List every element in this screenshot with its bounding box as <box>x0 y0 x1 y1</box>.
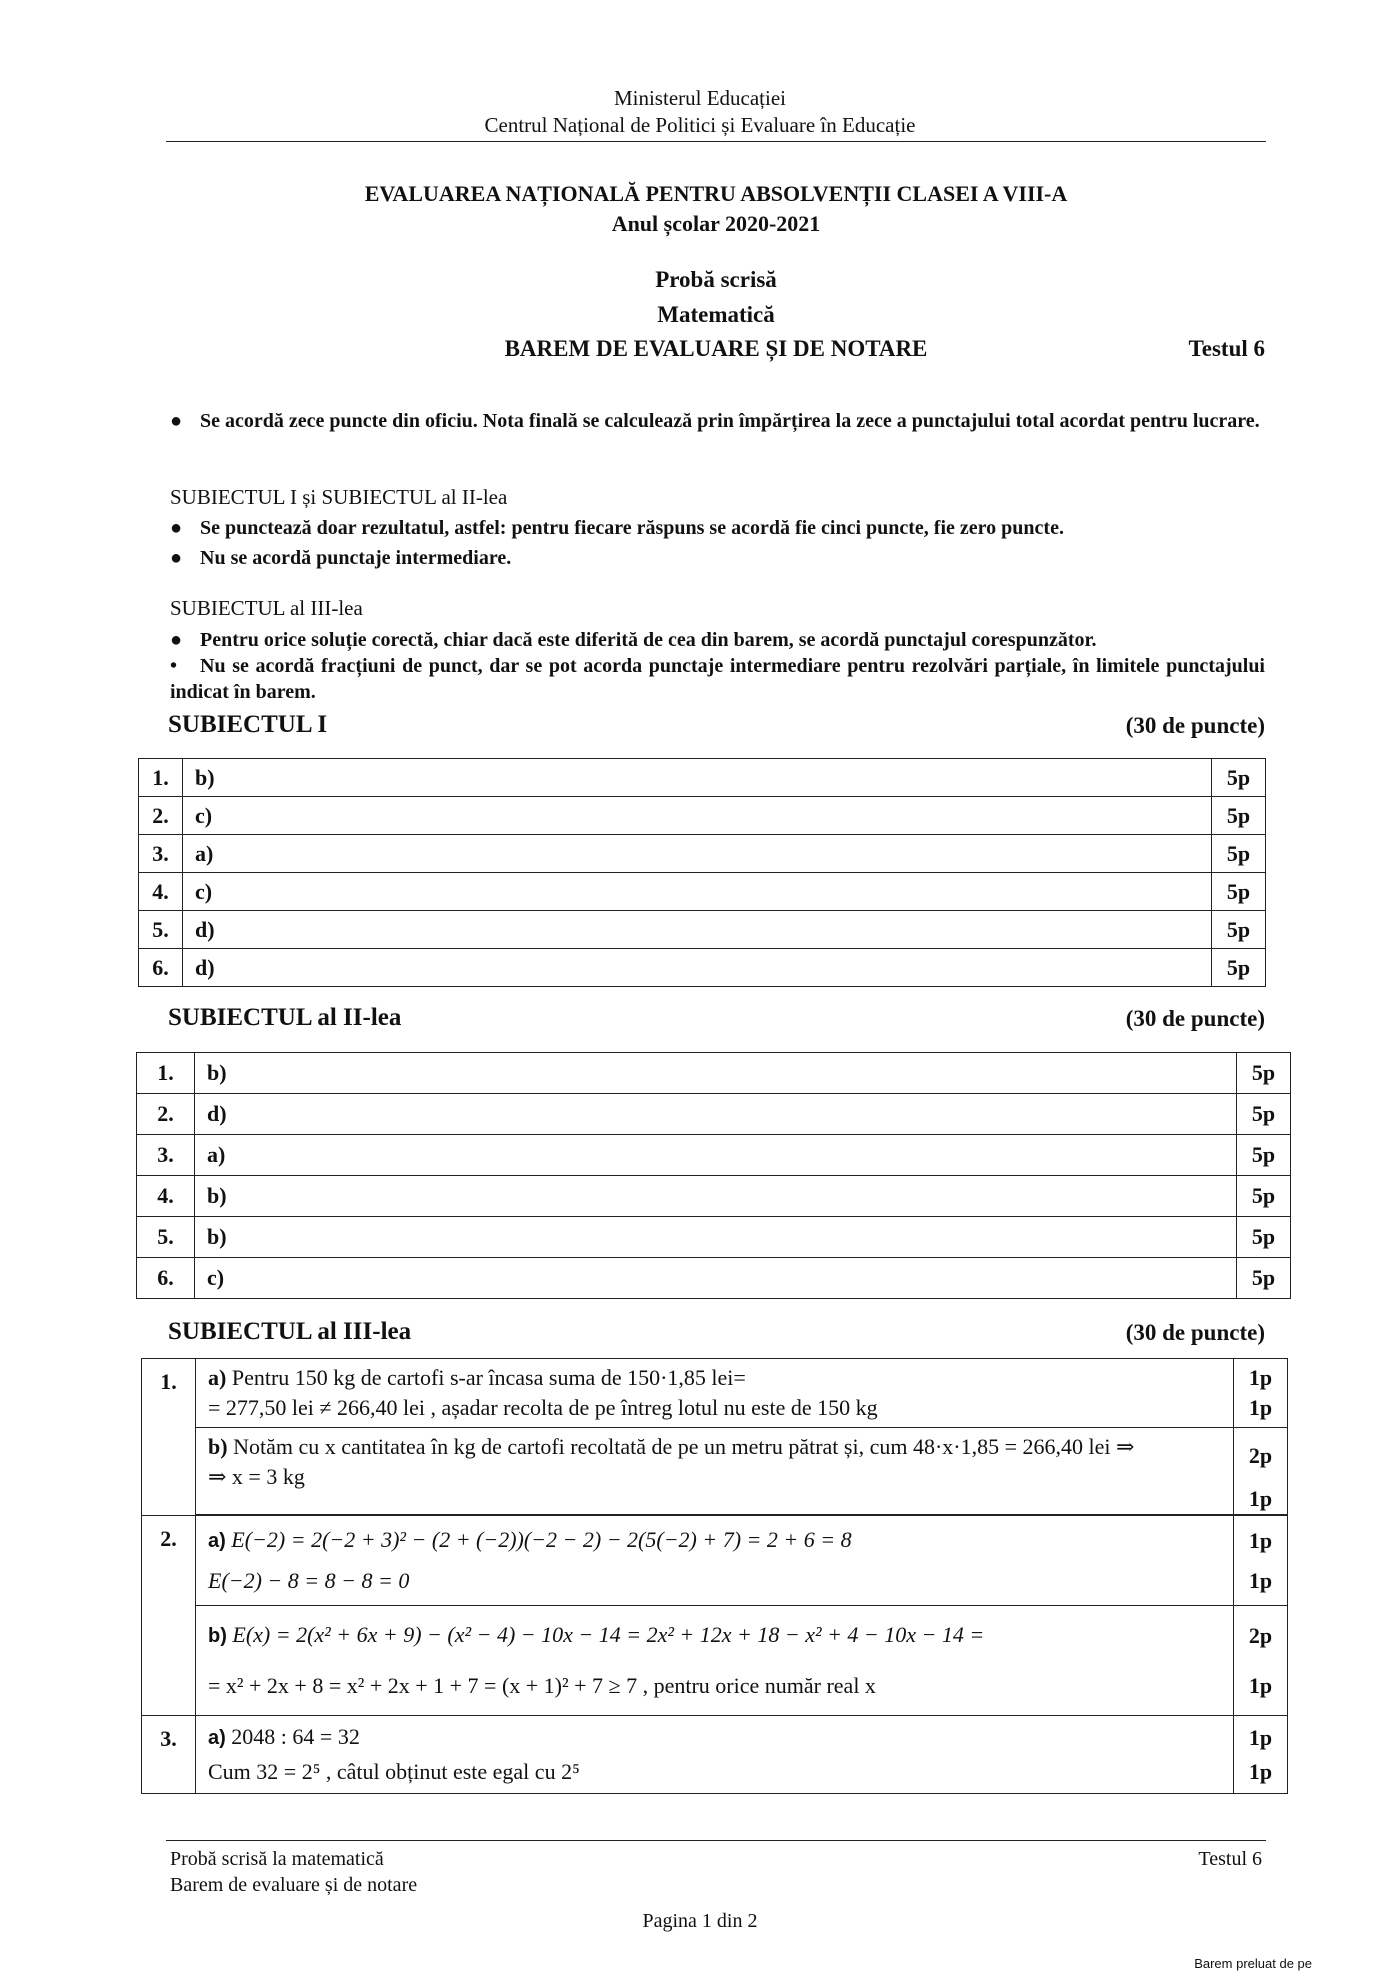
score: 2p <box>1248 1443 1273 1468</box>
item-score: 5p <box>1212 949 1266 987</box>
item-answer: a) <box>183 835 1212 873</box>
bullet-icon: ● <box>170 517 183 539</box>
score: 2p <box>1248 1622 1273 1648</box>
solution-line: ⇒ x = 3 kg <box>208 1464 305 1489</box>
item-score: 5p <box>1237 1258 1291 1299</box>
rule-s12-2 <box>170 545 1265 571</box>
footer-left2: Barem de evaluare și de notare <box>170 1874 418 1896</box>
solution-line <box>208 1720 1223 1755</box>
source-note: Barem preluat de pe <box>1194 1956 1312 1971</box>
solution-line: Cum 32 = 2⁵ , câtul obținut este egal cu 2⁵ <box>208 1759 580 1784</box>
score: 1p <box>1248 1758 1273 1784</box>
part-label: b) <box>208 1434 228 1459</box>
table-row <box>137 1135 1291 1176</box>
item-answer: c) <box>183 873 1212 911</box>
problem-number: 1. <box>142 1359 196 1516</box>
solution-cell <box>196 1359 1234 1428</box>
rule-s12-1-text: Se punctează doar rezultatul, astfel: pentru fiecare răspuns se acordă fie cinci puncte, fie zero puncte. <box>200 517 1064 539</box>
item-score: 5p <box>1237 1135 1291 1176</box>
item-answer: d) <box>183 911 1212 949</box>
rule-s3-1-text: Pentru orice soluție corectă, chiar dacă este diferită de cea din barem, se acordă punctajul corespunzător. <box>200 629 1097 651</box>
problem-number: 3. <box>142 1716 196 1794</box>
solution-line: = 277,50 lei ≠ 266,40 lei , așadar recolta de pe întreg lotul nu este de 150 kg <box>208 1395 878 1420</box>
item-score: 5p <box>1212 873 1266 911</box>
score-cell <box>1234 1516 1288 1606</box>
score: 1p <box>1248 1395 1273 1420</box>
solution-cell <box>196 1516 1234 1606</box>
solution-cell <box>196 1606 1234 1716</box>
table-row <box>137 1094 1291 1135</box>
solution-text: Pentru 150 kg de cartofi s-ar încasa suma de 150·1,85 lei= <box>231 1365 746 1390</box>
item-number: 4. <box>139 873 183 911</box>
table-row <box>142 1606 1288 1716</box>
item-answer: b) <box>183 759 1212 797</box>
score: 1p <box>1248 1527 1273 1553</box>
subiect3-title: SUBIECTUL al III-lea <box>168 1318 412 1345</box>
part-label: b) <box>208 1625 227 1647</box>
score: 1p <box>1248 1567 1273 1593</box>
item-score: 5p <box>1237 1217 1291 1258</box>
table-row <box>142 1716 1288 1794</box>
score: 1p <box>1248 1724 1273 1750</box>
subiect2-points: (30 de puncte) <box>1125 1006 1265 1031</box>
bullet-icon: ● <box>170 410 183 432</box>
part-label: a) <box>208 1530 226 1552</box>
item-answer: a) <box>195 1135 1237 1176</box>
item-number: 4. <box>137 1176 195 1217</box>
table-row <box>139 949 1266 987</box>
item-score: 5p <box>1212 797 1266 835</box>
item-score: 5p <box>1212 835 1266 873</box>
item-answer: c) <box>195 1258 1237 1299</box>
item-number: 2. <box>137 1094 195 1135</box>
item-score: 5p <box>1237 1094 1291 1135</box>
table-row <box>142 1428 1288 1515</box>
item-number: 1. <box>139 759 183 797</box>
score: 1p <box>1248 1365 1273 1390</box>
test-number: Testul 6 <box>1188 336 1265 361</box>
bullet-icon: ● <box>170 629 183 651</box>
table-row <box>139 759 1266 797</box>
rule-s12-2-text: Nu se acordă punctaje intermediare. <box>200 547 512 569</box>
solution-cell <box>196 1716 1234 1794</box>
solution-text: E(x) = 2(x² + 6x + 9) − (x² − 4) − 10x − 14 = 2x² + 12x + 18 − x² + 4 − 10x − 14 = <box>232 1622 985 1647</box>
item-score: 5p <box>1237 1176 1291 1217</box>
footer-left1: Probă scrisă la matematică <box>170 1848 384 1870</box>
item-number: 3. <box>137 1135 195 1176</box>
solution-line <box>208 1610 1223 1661</box>
solution-line: E(−2) − 8 = 8 − 8 = 0 <box>208 1568 410 1593</box>
table-row <box>137 1053 1291 1094</box>
item-number: 6. <box>139 949 183 987</box>
table-row <box>142 1359 1288 1428</box>
item-number: 5. <box>137 1217 195 1258</box>
solution-line <box>208 1520 1223 1561</box>
item-number: 6. <box>137 1258 195 1299</box>
item-answer: b) <box>195 1053 1237 1094</box>
header-divider <box>166 141 1266 142</box>
bullet-icon: ● <box>170 547 183 569</box>
rule-general <box>170 408 1265 434</box>
school-year: Anul școlar 2020-2021 <box>611 211 821 236</box>
table-row <box>139 911 1266 949</box>
barem-title: BAREM DE EVALUARE ȘI DE NOTARE <box>504 336 928 361</box>
table-row <box>142 1516 1288 1606</box>
item-number: 1. <box>137 1053 195 1094</box>
subiect2-title: SUBIECTUL al II-lea <box>168 1004 402 1031</box>
rule-general-text: Se acordă zece puncte din oficiu. Nota finală se calculează prin împărțirea la zece a punctajului total acordat pentru lucrare. <box>200 410 1260 432</box>
score-cell <box>1234 1428 1288 1515</box>
footer-test: Testul 6 <box>1198 1848 1262 1870</box>
rule-s3-2-text: Nu se acordă fracțiuni de punct, dar se pot acorda punctaje intermediare pentru rezolvări parțiale, în limitele punctajului indicat în barem. <box>170 655 1265 703</box>
subiect1-title: SUBIECTUL I <box>168 711 328 738</box>
bullet-icon: • <box>170 655 178 677</box>
table-row <box>137 1258 1291 1299</box>
rule-s3-2 <box>170 653 1265 705</box>
item-number: 3. <box>139 835 183 873</box>
solution-text: Notăm cu x cantitatea în kg de cartofi recoltată de pe un metru pătrat și, cum 48·x·1,85 = 266,40 lei ⇒ <box>233 1434 1135 1459</box>
score: 1p <box>1248 1486 1273 1511</box>
subiect2-table <box>136 1052 1291 1299</box>
item-answer: b) <box>195 1217 1237 1258</box>
table-row <box>139 835 1266 873</box>
subject-label: Matematică <box>657 302 775 327</box>
solution-cell <box>196 1428 1234 1515</box>
item-answer: c) <box>183 797 1212 835</box>
item-answer: b) <box>195 1176 1237 1217</box>
table-row <box>139 797 1266 835</box>
subiect3-points: (30 de puncte) <box>1125 1320 1265 1345</box>
exam-title: EVALUAREA NAȚIONALĂ PENTRU ABSOLVENȚII CLASEI A VIII-A <box>364 181 1068 206</box>
item-score: 5p <box>1212 911 1266 949</box>
subiect3-table <box>141 1358 1288 1794</box>
rule-s12-1 <box>170 515 1265 541</box>
solution-text: 2048 : 64 = 32 <box>231 1724 360 1749</box>
solution-text: E(−2) = 2(−2 + 3)² − (2 + (−2))(−2 − 2) − 2(5(−2) + 7) = 2 + 6 = 8 <box>231 1527 852 1552</box>
footer-divider <box>166 1840 1266 1841</box>
rules-s3-heading: SUBIECTUL al III-lea <box>170 596 363 620</box>
rules-s12-heading: SUBIECTUL I și SUBIECTUL al II-lea <box>170 485 508 509</box>
score: 1p <box>1248 1672 1273 1698</box>
item-score: 5p <box>1237 1053 1291 1094</box>
part-label: a) <box>208 1365 227 1390</box>
item-number: 2. <box>139 797 183 835</box>
item-number: 5. <box>139 911 183 949</box>
header-ministry: Ministerul Educației <box>613 86 787 110</box>
score-cell <box>1234 1606 1288 1716</box>
item-answer: d) <box>183 949 1212 987</box>
item-answer: d) <box>195 1094 1237 1135</box>
solution-line: = x² + 2x + 8 = x² + 2x + 1 + 7 = (x + 1)² + 7 ≥ 7 , pentru orice număr real x <box>208 1673 876 1698</box>
rule-s3-1 <box>170 627 1265 653</box>
subiect1-table <box>138 758 1266 987</box>
table-row <box>137 1176 1291 1217</box>
header-center: Centrul Național de Politici și Evaluare în Educație <box>484 113 916 137</box>
subiect1-points: (30 de puncte) <box>1125 713 1265 738</box>
part-label: a) <box>208 1727 226 1749</box>
table-row <box>139 873 1266 911</box>
table-row <box>137 1217 1291 1258</box>
problem-number: 2. <box>142 1516 196 1716</box>
score-cell <box>1234 1716 1288 1794</box>
page-number: Pagina 1 din 2 <box>642 1910 758 1932</box>
score-cell <box>1234 1359 1288 1428</box>
item-score: 5p <box>1212 759 1266 797</box>
solution-line <box>208 1363 1223 1393</box>
proba-label: Probă scrisă <box>655 267 777 292</box>
solution-line <box>208 1432 1223 1462</box>
